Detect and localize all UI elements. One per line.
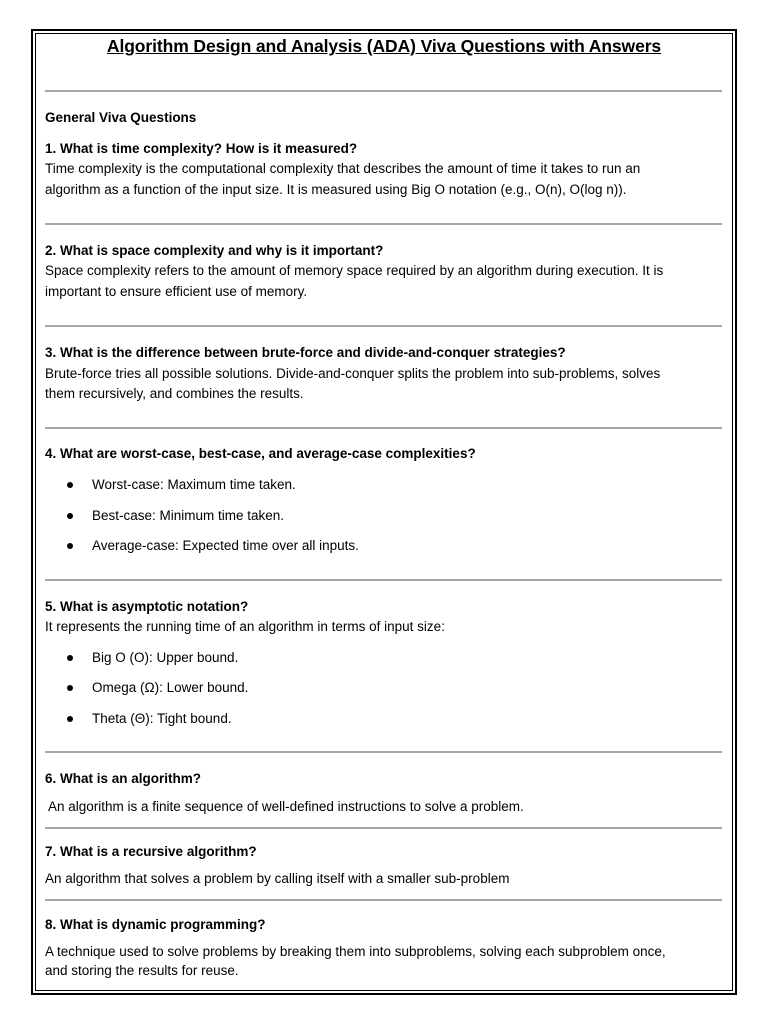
list-item: Best-case: Minimum time taken. [92,508,285,523]
section-heading: General Viva Questions [45,110,197,125]
answer-1-line-2: algorithm as a function of the input size. It is measured using Big O notation (e.g., O(n), O(log n)). [45,182,627,197]
answer-3-line-1: Brute-force tries all possible solutions. Divide-and-conquer splits the problem into sub-problems, solves [45,366,661,381]
divider [45,899,722,901]
list-item: Worst-case: Maximum time taken. [92,477,296,492]
bullet-icon [67,655,73,661]
question-3: 3. What is the difference between brute-force and divide-and-conquer strategies? [45,345,566,360]
list-item: Omega (Ω): Lower bound. [92,680,249,695]
divider [45,325,722,327]
bullet-icon [67,513,73,519]
answer-2-line-2: important to ensure efficient use of memory. [45,284,308,299]
bullet-icon [67,543,73,549]
divider [45,751,722,753]
question-1: 1. What is time complexity? How is it measured? [45,141,358,156]
bullet-icon [67,482,73,488]
document-title: Algorithm Design and Analysis (ADA) Viva Questions with Answers [106,36,662,56]
answer-7-line-1: An algorithm that solves a problem by calling itself with a smaller sub-problem [45,871,510,886]
answer-6-line-1: An algorithm is a finite sequence of well-defined instructions to solve a problem. [45,799,524,814]
question-7: 7. What is a recursive algorithm? [45,844,257,859]
list-item: Big O (O): Upper bound. [92,650,239,665]
question-8: 8. What is dynamic programming? [45,917,266,932]
divider [45,223,722,225]
question-6: 6. What is an algorithm? [45,771,202,786]
divider [45,579,722,581]
answer-8-line-1: A technique used to solve problems by breaking them into subproblems, solving each subproblem once, [45,944,666,959]
divider [45,827,722,829]
bullet-icon [67,716,73,722]
answer-1-line-1: Time complexity is the computational complexity that describes the amount of time it takes to run an [45,161,641,176]
divider [45,90,722,92]
answer-8-line-2: and storing the results for reuse. [45,963,239,978]
list-item: Average-case: Expected time over all inputs. [92,538,359,553]
answer-3-line-2: them recursively, and combines the results. [45,386,304,401]
question-5: 5. What is asymptotic notation? [45,599,249,614]
question-4: 4. What are worst-case, best-case, and average-case complexities? [45,446,476,461]
list-item: Theta (Θ): Tight bound. [92,711,232,726]
bullet-icon [67,685,73,691]
answer-5-line-1: It represents the running time of an algorithm in terms of input size: [45,619,445,634]
divider [45,427,722,429]
question-2: 2. What is space complexity and why is it important? [45,243,384,258]
answer-2-line-1: Space complexity refers to the amount of memory space required by an algorithm during execution. It is [45,263,664,278]
